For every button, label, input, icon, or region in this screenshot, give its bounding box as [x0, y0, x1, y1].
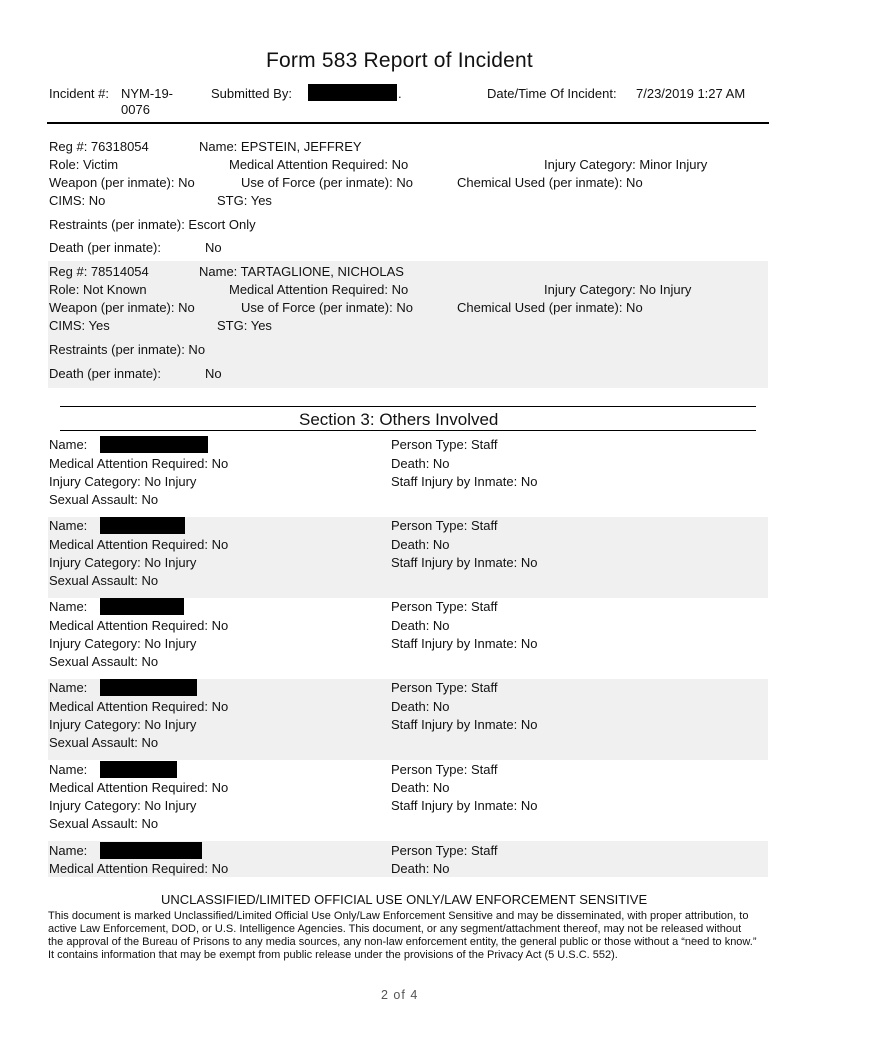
page-number: 2 of 4 [381, 988, 419, 1002]
inmate-role: Role: Not Known [49, 282, 147, 297]
classification-notice: UNCLASSIFIED/LIMITED OFFICIAL USE ONLY/LAW ENFORCEMENT SENSITIVE [161, 892, 648, 907]
section-3-title: Section 3: Others Involved [299, 410, 499, 429]
inmate-injury-category: Injury Category: No Injury [544, 282, 692, 297]
inmate-stg: STG: Yes [217, 318, 272, 333]
inmate-use-of-force: Use of Force (per inmate): No [241, 300, 413, 315]
incident-number-line1: NYM-19- [121, 86, 174, 101]
header-divider [47, 122, 769, 124]
inmate-chemical: Chemical Used (per inmate): No [457, 175, 643, 190]
person-medical: Medical Attention Required: No [49, 618, 229, 633]
person-injury-category: Injury Category: No Injury [49, 474, 197, 489]
person-name-label: Name: [49, 680, 88, 695]
person-name-label: Name: [49, 518, 88, 533]
person-injury-category: Injury Category: No Injury [49, 798, 197, 813]
inmate-injury-category: Injury Category: Minor Injury [544, 157, 708, 172]
inmate-medical: Medical Attention Required: No [229, 157, 409, 172]
redacted-name [100, 679, 197, 696]
incident-number-label: Incident #: [49, 86, 109, 101]
person-sexual-assault: Sexual Assault: No [49, 573, 159, 588]
inmate-name: Name: TARTAGLIONE, NICHOLAS [199, 264, 404, 279]
person-death: Death: No [391, 780, 450, 795]
person-sexual-assault: Sexual Assault: No [49, 735, 159, 750]
inmate-death-value: No [205, 240, 222, 255]
redacted-name [100, 842, 202, 859]
person-medical: Medical Attention Required: No [49, 699, 229, 714]
person-name-label: Name: [49, 762, 88, 777]
person-death: Death: No [391, 861, 450, 876]
person-death: Death: No [391, 456, 450, 471]
redacted-name [100, 598, 184, 615]
person-sexual-assault: Sexual Assault: No [49, 492, 159, 507]
inmate-reg: Reg #: 76318054 [49, 139, 149, 154]
person-staff-injury: Staff Injury by Inmate: No [391, 636, 538, 651]
redacted-name [100, 436, 208, 453]
inmate-stg: STG: Yes [217, 193, 272, 208]
incident-datetime-value: 7/23/2019 1:27 AM [636, 86, 746, 101]
person-medical: Medical Attention Required: No [49, 861, 229, 876]
inmate-death-label: Death (per inmate): [49, 240, 161, 255]
inmate-death-value: No [205, 366, 222, 381]
inmate-weapon: Weapon (per inmate): No [49, 300, 195, 315]
person-injury-category: Injury Category: No Injury [49, 717, 197, 732]
redacted-name [100, 761, 177, 778]
person-medical: Medical Attention Required: No [49, 780, 229, 795]
person-medical: Medical Attention Required: No [49, 456, 229, 471]
form-title: Form 583 Report of Incident [266, 49, 533, 72]
person-name-label: Name: [49, 437, 88, 452]
inmate-restraints: Restraints (per inmate): No [49, 342, 206, 357]
inmate-use-of-force: Use of Force (per inmate): No [241, 175, 413, 190]
person-type: Person Type: Staff [391, 843, 498, 858]
person-type: Person Type: Staff [391, 762, 498, 777]
inmate-restraints: Restraints (per inmate): Escort Only [49, 217, 256, 232]
inmate-reg: Reg #: 78514054 [49, 264, 149, 279]
incident-datetime-label: Date/Time Of Incident: [487, 86, 617, 101]
person-type: Person Type: Staff [391, 680, 498, 695]
inmate-role: Role: Victim [49, 157, 119, 172]
redacted-submitter [308, 84, 397, 101]
inmate-weapon: Weapon (per inmate): No [49, 175, 195, 190]
person-name-label: Name: [49, 599, 88, 614]
incident-number-line2: 0076 [121, 102, 150, 117]
person-injury-category: Injury Category: No Injury [49, 636, 197, 651]
person-injury-category: Injury Category: No Injury [49, 555, 197, 570]
person-staff-injury: Staff Injury by Inmate: No [391, 474, 538, 489]
person-name-label: Name: [49, 843, 88, 858]
redacted-name [100, 517, 185, 534]
person-type: Person Type: Staff [391, 437, 498, 452]
inmate-cims: CIMS: No [49, 193, 106, 208]
inmate-chemical: Chemical Used (per inmate): No [457, 300, 643, 315]
person-staff-injury: Staff Injury by Inmate: No [391, 717, 538, 732]
submitted-by-period: . [398, 86, 402, 101]
person-death: Death: No [391, 699, 450, 714]
person-staff-injury: Staff Injury by Inmate: No [391, 555, 538, 570]
person-type: Person Type: Staff [391, 599, 498, 614]
inmate-cims: CIMS: Yes [49, 318, 110, 333]
submitted-by-label: Submitted By: [211, 86, 292, 101]
person-death: Death: No [391, 618, 450, 633]
section-divider-top [60, 406, 756, 407]
inmate-name: Name: EPSTEIN, JEFFREY [199, 139, 362, 154]
inmate-death-label: Death (per inmate): [49, 366, 161, 381]
inmate-medical: Medical Attention Required: No [229, 282, 409, 297]
person-staff-injury: Staff Injury by Inmate: No [391, 798, 538, 813]
person-sexual-assault: Sexual Assault: No [49, 654, 159, 669]
person-sexual-assault: Sexual Assault: No [49, 816, 159, 831]
disclaimer-text: This document is marked Unclassified/Limited Official Use Only/Law Enforcement Sensitive and may be disseminated, with proper attribution, to active Law Enforcement, DOD, or U.S. Intelligence Agencies. This document, or any segment/attachment thereof, may not be released without the approval of the Bureau of Prisons to any media sources, any non-law enforcement entity, the general public or those without a “need to know.” It contains information that may be exempt from public release under the provisions of the Privacy Act (5 U.S.C. 552). [48, 910, 757, 961]
person-medical: Medical Attention Required: No [49, 537, 229, 552]
person-death: Death: No [391, 537, 450, 552]
person-type: Person Type: Staff [391, 518, 498, 533]
section-divider-bottom [60, 430, 756, 431]
